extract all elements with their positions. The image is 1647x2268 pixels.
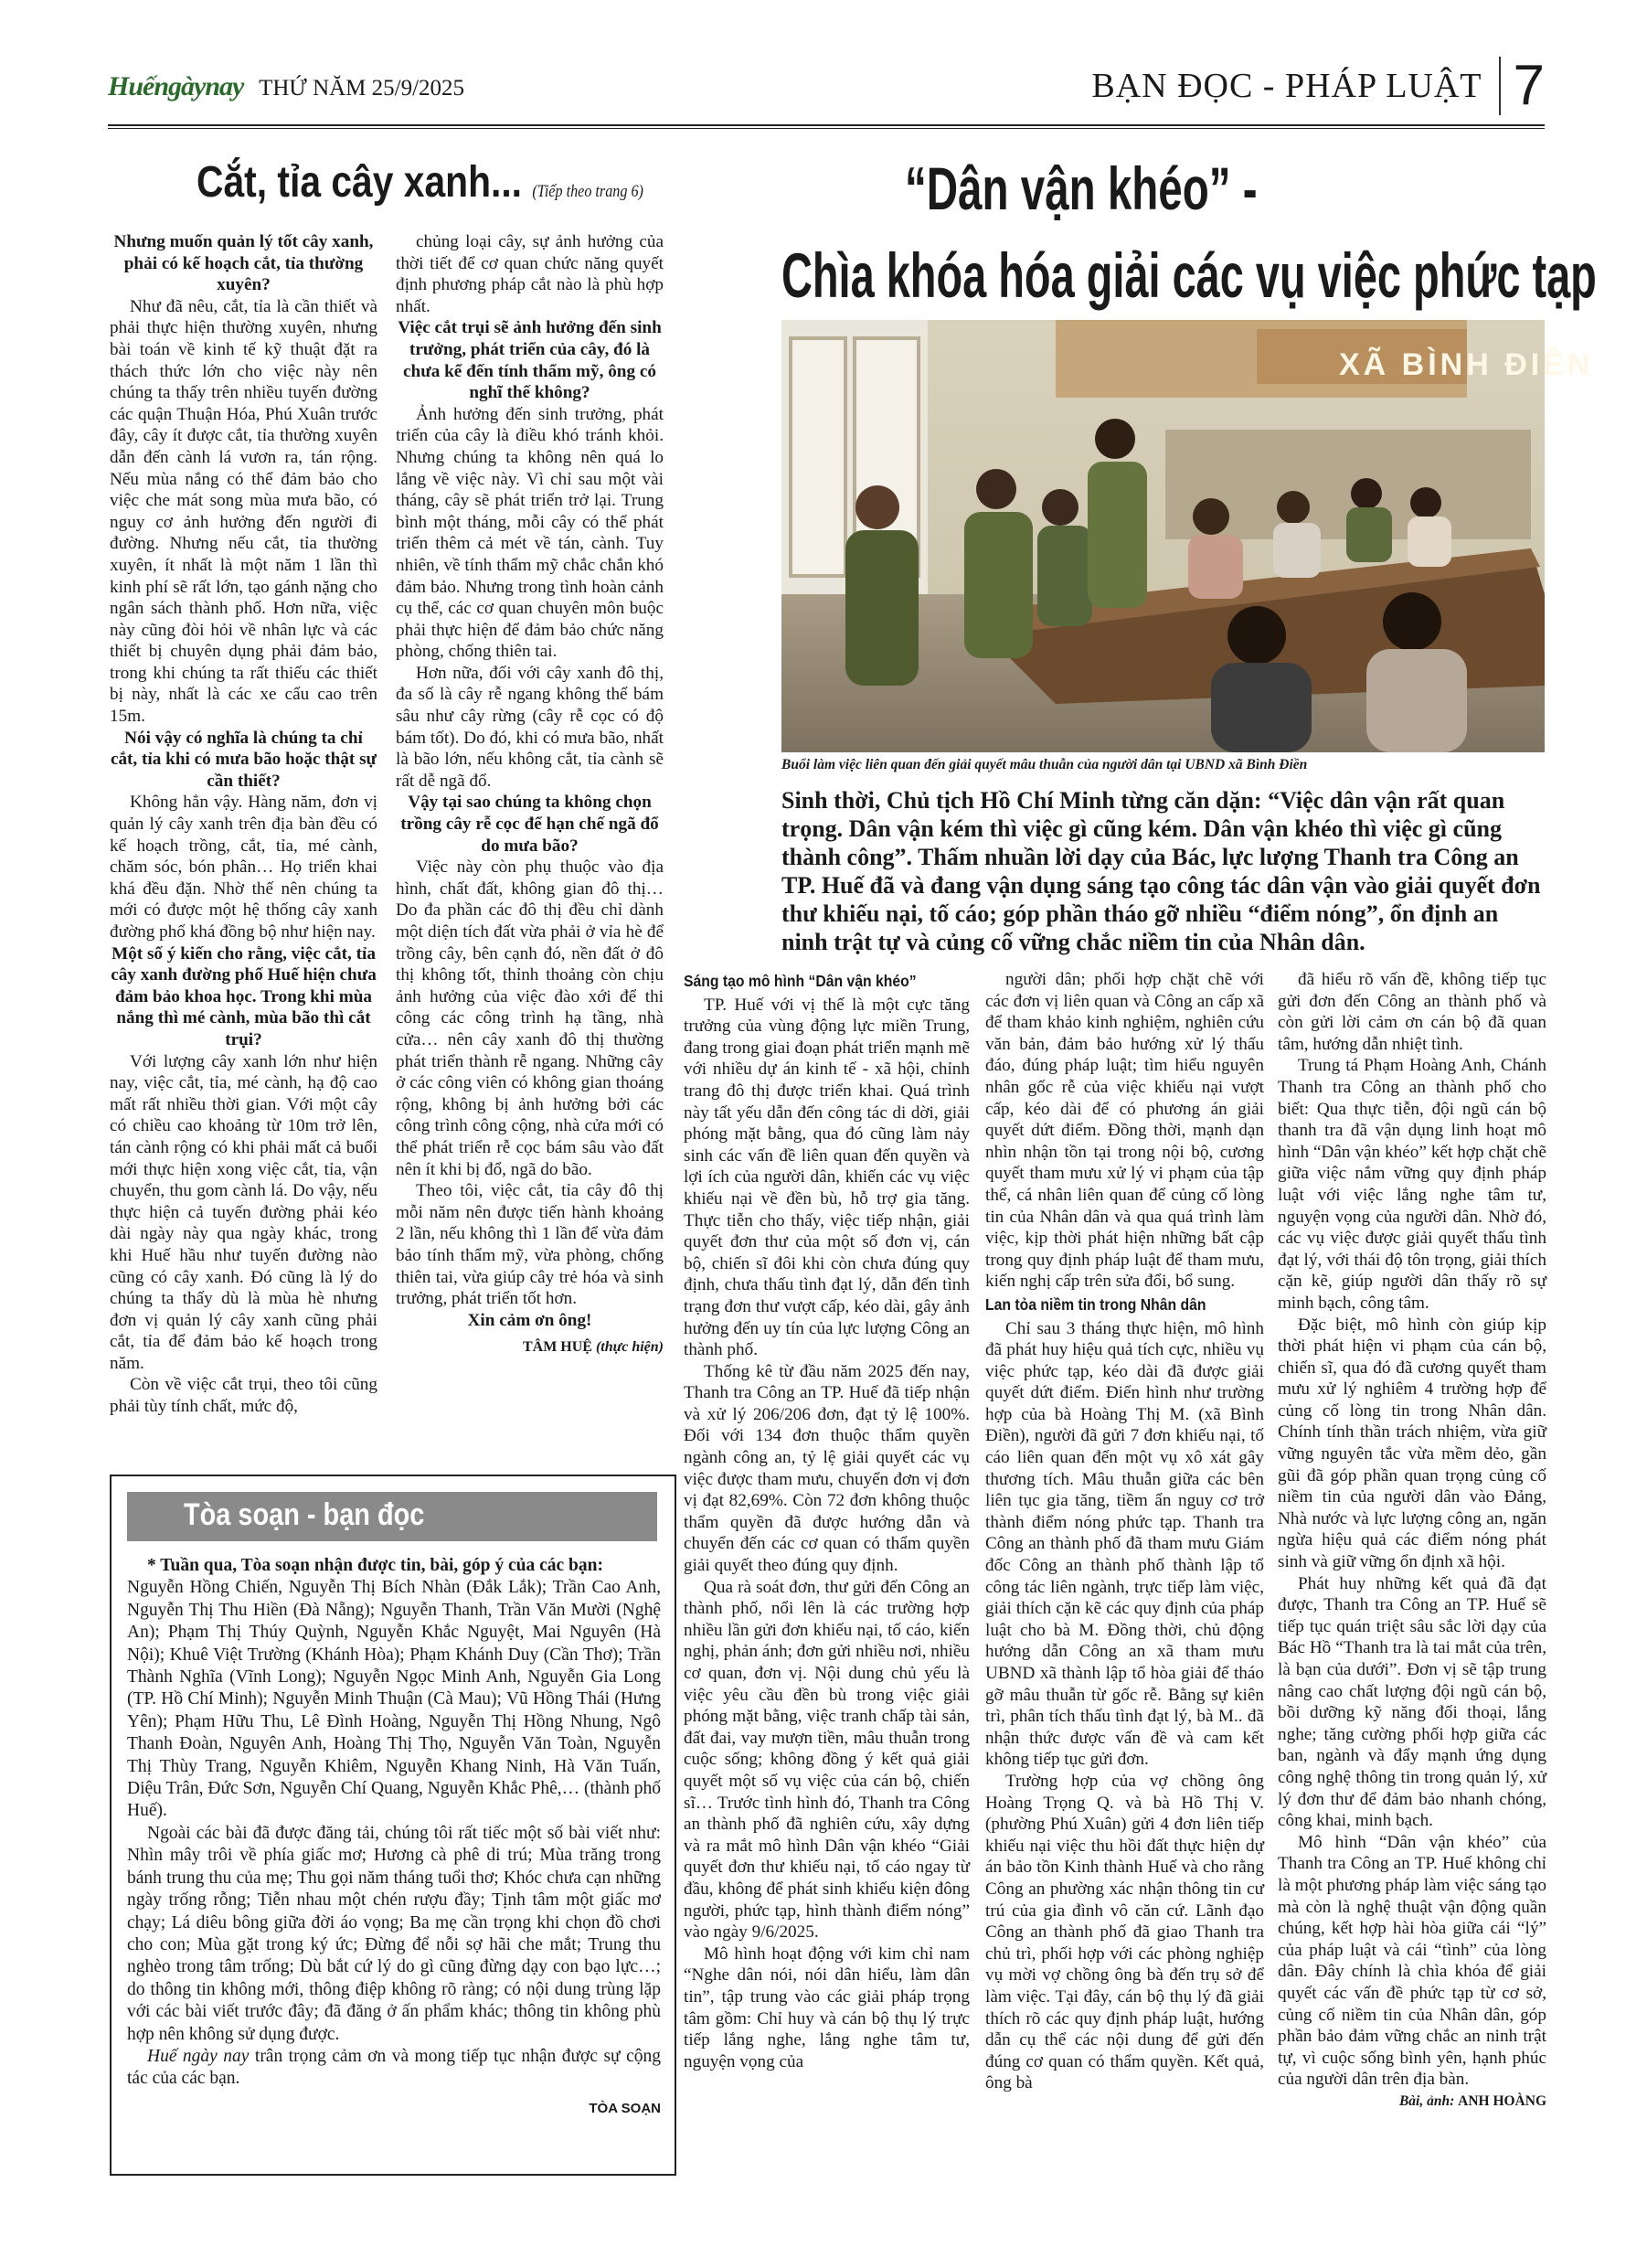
interview-question: Việc cắt trụi sẽ ảnh hưởng đến sinh trưởng, phát triển của cây, đó là chưa kể đến tính thẩm mỹ, ông có nghĩ thế không? xyxy=(398,318,662,403)
header-rule-thin xyxy=(108,128,1545,129)
author-name: TÂM HUỆ xyxy=(522,1339,592,1356)
interview-question: Vậy tại sao chúng ta không chọn trồng cây rễ cọc để hạn chế ngã đổ do mưa bão? xyxy=(400,793,659,856)
left-article-headline: Cắt, tỉa cây xanh... xyxy=(197,158,523,207)
right-article-title-line-1: “Dân vận khéo” - xyxy=(905,154,1258,222)
continuation-note: (Tiếp theo trang 6) xyxy=(532,182,643,201)
mailbox-closing xyxy=(127,2046,661,2091)
mailbox-closing-em: Huế ngày nay xyxy=(147,2046,250,2066)
issue-date: THỨ NĂM 25/9/2025 xyxy=(259,76,465,101)
reader-mailbox-box xyxy=(110,1475,676,2176)
mailbox-header xyxy=(127,1492,657,1541)
masthead xyxy=(108,71,464,102)
right-article-signature xyxy=(1278,2091,1546,2113)
paragraph: đã hiểu rõ vấn đề, không tiếp tục gửi đơn đến Công an thành phố và còn gửi lời cảm ơn cán bộ đã quan tâm, hướng dẫn nhiệt tình. xyxy=(1278,970,1546,1054)
paragraph: chủng loại cây, sự ảnh hưởng của thời tiết để cơ quan chức năng quyết định phương pháp cắt nào là phù hợp nhất. xyxy=(396,232,664,316)
paragraph: Chỉ sau 3 tháng thực hiện, mô hình đã phát huy hiệu quả tích cực, nhiều vụ việc phức tạp, kéo dài đã được giải quyết dứt điểm. Điển hình như trường hợp của bà Hoàng Thị M. (xã Bình Điền), người đã gửi 7 đơn khiếu nại, tố cáo liên quan đến một vụ xô xát gây thương tích. Mâu thuẫn giữa các bên liên tục gia tăng, tiềm ẩn nguy cơ trở thành điểm nóng phức tạp. Thanh tra Công an thành phố đã tham mưu Giám đốc Công an thành phố thành lập tổ công tác liên ngành, trực tiếp làm việc, giải thích cặn kẽ các quy định của pháp luật cho bà M. Đồng thời, chủ động hướng dẫn Công an xã tham mưu UBND xã thành lập tổ hòa giải để tháo gỡ mâu thuẫn từ gốc rễ. Bằng sự kiên trì, phân tích thấu tình đạt lý, bà M.. đã nhận thức được vấn đề và cam kết không tiếp tục gửi đơn. xyxy=(985,1318,1264,1770)
header-rule xyxy=(108,124,1545,126)
paragraph: Mô hình “Dân vận khéo” của Thanh tra Công an TP. Huế không chỉ là một phương pháp làm việc sáng tạo mà còn là nghệ thuật vận động quần chúng, kết hợp hài hòa giữa cái “lý” của pháp luật và cái “tình” của lòng dân. Đây chính là chìa khóa để giải quyết các vấn đề phức tạp từ cơ sở, củng cố niềm tin của Nhân dân, góp phần bảo đảm vững chắc an ninh trật tự, vì cuộc sống bình yên, hạnh phúc của người dân trên địa bàn. xyxy=(1278,1832,1546,2090)
right-article-column-2 xyxy=(985,969,1264,2094)
mailbox-closing-text: trân trọng cảm ơn và mong tiếp tục nhận được sự cộng tác của các bạn. xyxy=(127,2046,661,2089)
paragraph: Không hẳn vậy. Hàng năm, đơn vị quản lý cây xanh trên địa bàn đều có kế hoạch trồng, cắt, tỉa, mé cành, chăm sóc, bón phân… Họ triển khai khá đều đặn. Nhờ thế nên chúng ta mới có được một hệ thống cây xanh đường phố khá đồng bộ như hiện nay. xyxy=(110,793,377,942)
mailbox-title: Tòa soạn - bạn đọc xyxy=(184,1497,425,1532)
mailbox-signature: TÒA SOẠN xyxy=(589,2100,661,2116)
byline-label: Bài, ảnh: xyxy=(1398,2092,1455,2109)
header-divider xyxy=(1499,57,1501,115)
paragraph: Đặc biệt, mô hình còn giúp kịp thời phát hiện vi phạm của cán bộ, chiến sĩ, qua đó đã cương quyết tham mưu xử lý nghiêm 4 trường hợp để củng cố lòng tin trong Nhân dân. Chính tính thần trách nhiệm, vừa giữ vững nguyên tắc vừa mềm dẻo, gần gũi đã góp phần quan trọng củng cố niềm tin của người dân vào Đảng, Nhà nước và lực lượng công an, ngăn ngừa hiệu quả các điểm nóng phát sinh và giữ vững ổn định xã hội. xyxy=(1278,1315,1546,1572)
section-title: BẠN ĐỌC - PHÁP LUẬT xyxy=(1091,67,1482,105)
paragraph: người dân; phối hợp chặt chẽ với các đơn vị liên quan và Công an cấp xã để tham khảo kinh nghiệm, nghiên cứu văn bản, đảm bảo hướng xử lý thấu đáo, đúng pháp luật; tìm hiểu nguyên nhân gốc rễ của việc khiếu nại vượt cấp, kéo dài để có phương án giải quyết dứt điểm. Đồng thời, mạnh dạn nhìn nhận tồn tại trong nội bộ, cương quyết tham mưu xử lý vi phạm của tập thể, cá nhân liên quan để củng cố lòng tin của Nhân dân và qua quá trình làm việc, kịp thời phát hiện những bất cập trong quy định pháp luật để tham mưu, kiến nghị cấp trên sửa đổi, bổ sung. xyxy=(985,970,1264,1292)
mailbox-body xyxy=(127,1555,661,2120)
newspaper-logo: Huếngàynay xyxy=(108,71,244,101)
paragraph: TP. Huế với vị thế là một cực tăng trưởng của vùng động lực miền Trung, đang trong giai đoạn phát triển mạnh mẽ với nhiều dự án kinh tế - xã hội, chỉnh trang đô thị được triển khai. Quá trình này tất yếu dẫn đến công tác di dời, giải phóng mặt bằng, qua đó cũng làm nảy sinh các vấn đề liên quan đến quyền và lợi ích của người dân, khiến các vụ việc khiếu nại về đền bù, hỗ trợ gia tăng. Thực tiễn cho thấy, việc tiếp nhận, giải quyết đơn thư của một số đơn vị, cán bộ, chiến sĩ đôi khi còn chưa đúng quy định, chưa thấu tình đạt lý, dẫn đến tình trạng đơn thư vượt cấp, kéo dài, gây ảnh hưởng đến uy tín của lực lượng Công an thành phố. xyxy=(684,995,970,1360)
section-header xyxy=(1091,54,1545,117)
paragraph: Thống kê từ đầu năm 2025 đến nay, Thanh tra Công an TP. Huế đã tiếp nhận và xử lý 206/206 đơn, đạt tỷ lệ 100%. Đối với 134 đơn thuộc thẩm quyền ngành công an, tỷ lệ giải quyết các vụ việc được tham mưu, chuyển đơn vị đơn vị đạt 82,69%. Còn 72 đơn không thuộc thẩm quyền đã được hướng dẫn và chuyển đến các cơ quan có thẩm quyền giải quyết theo đúng quy định. xyxy=(684,1361,970,1576)
interview-question: Nhưng muốn quản lý tốt cây xanh, phải có kế hoạch cắt, tỉa thường xuyên? xyxy=(113,232,374,295)
paragraph: Ảnh hưởng đến sinh trưởng, phát triển của cây là điều khó tránh khỏi. Nhưng chúng ta không nên quá lo lắng về việc này. Vì chỉ sau một vài tháng, cây sẽ phát triển trở lại. Trung bình một tháng, mỗi cây có thể phát triển thêm cả mét về tán, cành. Tuy nhiên, về tính thẩm mỹ chắc chắn khó đảm bảo. Nhưng trong tình hoàn cảnh cụ thể, các cơ quan chuyên môn buộc phải thực hiện để đảm bảo chức năng phòng, chống thiên tai. xyxy=(396,404,664,662)
mailbox-names: Nguyễn Hồng Chiến, Nguyễn Thị Bích Nhàn (Đắk Lắk); Trần Cao Anh, Nguyễn Thị Thu Hiền (Đà Nẵng); Nguyễn Thanh, Trần Văn Mười (Nghệ An); Phạm Thị Thúy Quỳnh, Nguyễn Khắc Nguyệt, Mai Nguyên (Hà Nội); Khuê Việt Trường (Khánh Hòa); Phạm Khánh Duy (Cần Thơ); Trần Thành Nghĩa (Vĩnh Long); Nguyễn Ngọc Minh Anh, Nguyễn Gia Long (TP. Hồ Chí Minh); Nguyễn Minh Thuận (Cà Mau); Vũ Hồng Thái (Hưng Yên); Phạm Hữu Thu, Lê Đình Hoàng, Nguyễn Thị Hồng Nhung, Ngô Thanh Đoàn, Nguyên Anh, Hoàng Thị Thọ, Nguyễn Văn Toàn, Nguyễn Thị Thùy Trang, Nguyễn Khiêm, Nguyễn Khang Ninh, Hà Văn Tuấn, Diệu Trân, Đức Sơn, Nguyễn Chí Quang, Nguyễn Khắc Phê,… (thành phố Huế). xyxy=(127,1578,661,1821)
interview-question: Xin cảm ơn ông! xyxy=(467,1310,592,1330)
photo-sign-text: XÃ BÌNH ĐIỀN xyxy=(1339,347,1594,382)
paragraph: Trường hợp của vợ chồng ông Hoàng Trọng Q. và bà Hồ Thị V. (phường Phú Xuân) gửi 4 đơn liên tiếp khiếu nại việc thu hồi đất thực hiện dự án bảo tồn Kinh thành Huế và cho rằng Công an phường xác nhận thông tin cư trú của gia đình vô căn cứ. Lãnh đạo Công an thành phố đã giao Thanh tra chủ trì, phối hợp với các phòng nghiệp vụ mời vợ chồng ông bà đến trụ sở để làm việc. Tại đây, cán bộ thụ lý đã giải thích rõ các quy định pháp luật, hướng dẫn cụ thể các nội dung để gửi đến đúng cơ quan có thẩm quyền. Kết quả, ông bà xyxy=(985,1771,1264,2093)
left-article-signature xyxy=(396,1336,664,1358)
meeting-photo xyxy=(781,320,1594,752)
right-article-lead: Sinh thời, Chủ tịch Hồ Chí Minh từng căn dặn: “Việc dân vận rất quan trọng. Dân vận kém thì việc gì cũng kém. Dân vận khéo thì việc gì cũng thành công”. Thấm nhuần lời dạy của Bác, lực lượng Thanh tra Công an TP. Huế đã và đang vận dụng sáng tạo công tác dân vận vào giải quyết đơn thư khiếu nại, tố cáo; góp phần tháo gỡ nhiều “điểm nóng”, ổn định an ninh trật tự và củng cố vững chắc niềm tin của Nhân dân. xyxy=(781,787,1541,955)
author-name: ANH HOÀNG xyxy=(1458,2092,1546,2109)
right-article-title-line-2: Chìa khóa hóa giải các vụ việc phức tạp xyxy=(781,240,1597,311)
meeting-photo-illustration xyxy=(781,320,1594,752)
interview-question: Một số ý kiến cho rằng, việc cắt, tỉa cây xanh đường phố Huế hiện chưa đảm bảo khoa học. Trong khi mùa nắng thì mé cành, mùa bão thì cắt trụi? xyxy=(111,943,377,1049)
photo-caption: Buổi làm việc liên quan đến giải quyết mâu thuẫn của người dân tại UBND xã Bình Điền xyxy=(781,757,1308,772)
paragraph: Còn về việc cắt trụi, theo tôi cũng phải tùy tính chất, mức độ, xyxy=(110,1375,377,1417)
left-article-column-2 xyxy=(396,231,664,1358)
left-article-title xyxy=(197,157,643,208)
author-note: (thực hiện) xyxy=(595,1339,664,1356)
right-article-column-3 xyxy=(1278,969,1546,2112)
paragraph: Mô hình hoạt động với kim chỉ nam “Nghe dân nói, nói dân hiểu, làm dân tin”, tập trung vào các giải pháp trọng tâm gồm: Chỉ huy và cán bộ thụ lý trực tiếp lắng nghe, lắng nghe tâm tư, nguyện vọng của xyxy=(684,1943,970,2071)
interview-question: Nói vậy có nghĩa là chúng ta chỉ cắt, tỉa khi có mưa bão hoặc thật sự cần thiết? xyxy=(110,728,377,791)
paragraph: Việc này còn phụ thuộc vào địa hình, chất đất, không gian đô thị… Do đa phần các đô thị đều chỉ dành một diện tích đất vừa phải ở vỉa hè để trồng cây, bên cạnh đó, nền đất ở đô thị không tốt, thỉnh thoảng còn chịu ảnh hưởng của việc đào xới để thi công các công trình hạ tầng, nhà cửa… nên cây xanh đô thị thường phát triển thành rễ ngang. Những cây ở các công viên có không gian thoáng rộng, không bị ảnh hưởng bởi các công trình công cộng, nhà cửa mới có thể phát triển rễ cọc bám sâu vào đất nên ít khi bị đổ, ngã do bão. xyxy=(396,857,664,1179)
paragraph: Theo tôi, việc cắt, tỉa cây đô thị mỗi năm nên được tiến hành khoảng 2 lần, nếu không thì 1 lần để vừa đảm bảo tính thẩm mỹ, vừa phòng, chống thiên tai, vừa giúp cây trẻ hóa và sinh trưởng, phát triển tốt hơn. xyxy=(396,1181,664,1309)
left-article-column-1 xyxy=(110,231,377,1418)
paragraph: Trung tá Phạm Hoàng Anh, Chánh Thanh tra Công an thành phố cho biết: Qua thực tiễn, đội ngũ cán bộ thanh tra đã vận dụng linh hoạt mô hình “Dân vận khéo” kết hợp chặt chẽ giữa việc nắm vững quy định pháp luật với việc lắng nghe tâm tư, nguyện vọng của người dân. Nhờ đó, các vụ việc được giải quyết thấu tình đạt lý, với thái độ tôn trọng, giải thích cặn kẽ, giúp người dân thấy rõ sự minh bạch, công tâm. xyxy=(1278,1056,1546,1313)
mailbox-note: Ngoài các bài đã được đăng tải, chúng tôi rất tiếc một số bài viết như: Nhìn mây trôi về phía giấc mơ; Hương cà phê di trú; Mùa trăng trong bánh trung thu của mẹ; Thu gọi năm tháng tuổi thơ; Khóc chưa cạn những ngày trống rỗng; Tiễn nhau một chén rượu đầy; Tịnh tâm một giấc mơ chạy; Lá diêu bông giữa đời áo vọng; Ba mẹ cần trọng khi chọn đồ chơi cho con; Mùa gặt trong ký ức; Đừng để nỗi sợ hãi che mắt; Trung thu nghèo trong tâm trống; Dù bắt cứ lý do gì cũng đừng dạy con bạo lực…; do thông tin không mới, thông điệp không rõ ràng; có nội dung trùng lặp với các bài viết trước đây; đã đăng ở ấn phẩm khác; thông tin không phù hợp nên không sử dụng được. xyxy=(127,1823,661,2044)
page-number: 7 xyxy=(1513,54,1545,117)
section-subheading: Lan tỏa niềm tin trong Nhân dân xyxy=(985,1294,1206,1314)
section-subheading: Sáng tạo mô hình “Dân vận khéo” xyxy=(684,972,917,990)
paragraph: Như đã nêu, cắt, tỉa là cần thiết và phải thực hiện thường xuyên, nhưng bài toán về kinh tế kỹ thuật đặt ra thách thức lớn cho việc này nên chúng ta thấy trên nhiều tuyến đường các quận Thuận Hóa, Phú Xuân trước đây, cây ít được cắt, tỉa thường xuyên dẫn đến cành lá vươn ra, tán rộng. Nếu mùa nắng có thể đảm bảo cho việc che mát song mùa mưa bão, có nguy cơ ảnh hưởng đến người đi đường. Nhưng nếu cắt, tỉa thường xuyên, ít nhất là một năm 1 lần thì kinh phí sẽ rất lớn, tạo gánh nặng cho ngân sách thành phố. Hơn nữa, việc này cũng đòi hỏi về nhân lực và các thiết bị chuyên dụng phải đảm bảo, trong khi chúng ta rất thiếu các thiết bị này, nhất là các xe cẩu cao trên 15m. xyxy=(110,296,377,727)
mailbox-intro: * Tuần qua, Tòa soạn nhận được tin, bài, góp ý của các bạn: xyxy=(147,1556,603,1575)
paragraph: Phát huy những kết quả đã đạt được, Thanh tra Công an TP. Huế sẽ tiếp tục quán triệt sâu sắc lời dạy của Bác Hồ “Thanh tra là tai mắt của trên, là bạn của dưới”. Đơn vị sẽ tập trung nâng cao chất lượng đội ngũ cán bộ, bồi dưỡng kỹ năng đối thoại, lắng nghe; tăng cường phối hợp giữa các ban, ngành và đẩy mạnh ứng dụng công nghệ thông tin trong quản lý, xử lý đơn thư để đảm bảo nhanh chóng, công khai, minh bạch. xyxy=(1278,1573,1546,1831)
right-article-column-1 xyxy=(684,969,970,2072)
paragraph: Qua rà soát đơn, thư gửi đến Công an thành phố, nổi lên là các trường hợp nhiều lần gửi đơn khiếu nại, tố cáo, kiến nghị, phản ánh; đơn gửi nhiều nơi, nhiều cơ quan, đơn vị. Nội dung chủ yếu là việc yêu cầu đền bù trong việc giải phóng mặt bằng, việc tranh chấp tài sản, đất đai, vay mượn tiền, mâu thuẫn trong cuộc sống; không đồng ý kết quả giải quyết một số vụ việc của cán bộ, chiến sĩ… Trước tình hình đó, Thanh tra Công an thành phố đã nghiên cứu, xây dựng và ra mắt mô hình Dân vận khéo “Giải quyết đơn thư khiếu nại, tố cáo ngay từ đầu, không để phát sinh khiếu kiện đông người, phức tạp, hình thành điểm nóng” vào ngày 9/6/2025. xyxy=(684,1577,970,1943)
paragraph: Với lượng cây xanh lớn như hiện nay, việc cắt, tỉa, mé cành, hạ độ cao mất rất nhiều thời gian. Với một cây có chiều cao khoảng từ 10m trở lên, tán cành rộng có khi phải mất cả buổi mới thực hiện xong việc cắt, tỉa, vận chuyển, thu gom cành lá. Do vậy, nếu thực hiện cả tuyến đường phải kéo dài ngày này qua ngày khác, trong khi Huế hầu như tuyến đường nào cũng có cây xanh. Đó cũng là lý do chúng ta thấy dù là mùa hè nhưng đơn vị quản lý cây xanh cũng phải cắt, tỉa để đảm bảo kế hoạch trong năm. xyxy=(110,1051,377,1373)
paragraph: Hơn nữa, đối với cây xanh đô thị, đa số là cây rễ ngang không thể bám sâu như cây rừng (cây rễ cọc có độ bám tốt). Do đó, khi có mưa bão, nhất là bão lớn, nếu không cắt, tỉa cành sẽ rất dễ ngã đổ. xyxy=(396,663,664,791)
